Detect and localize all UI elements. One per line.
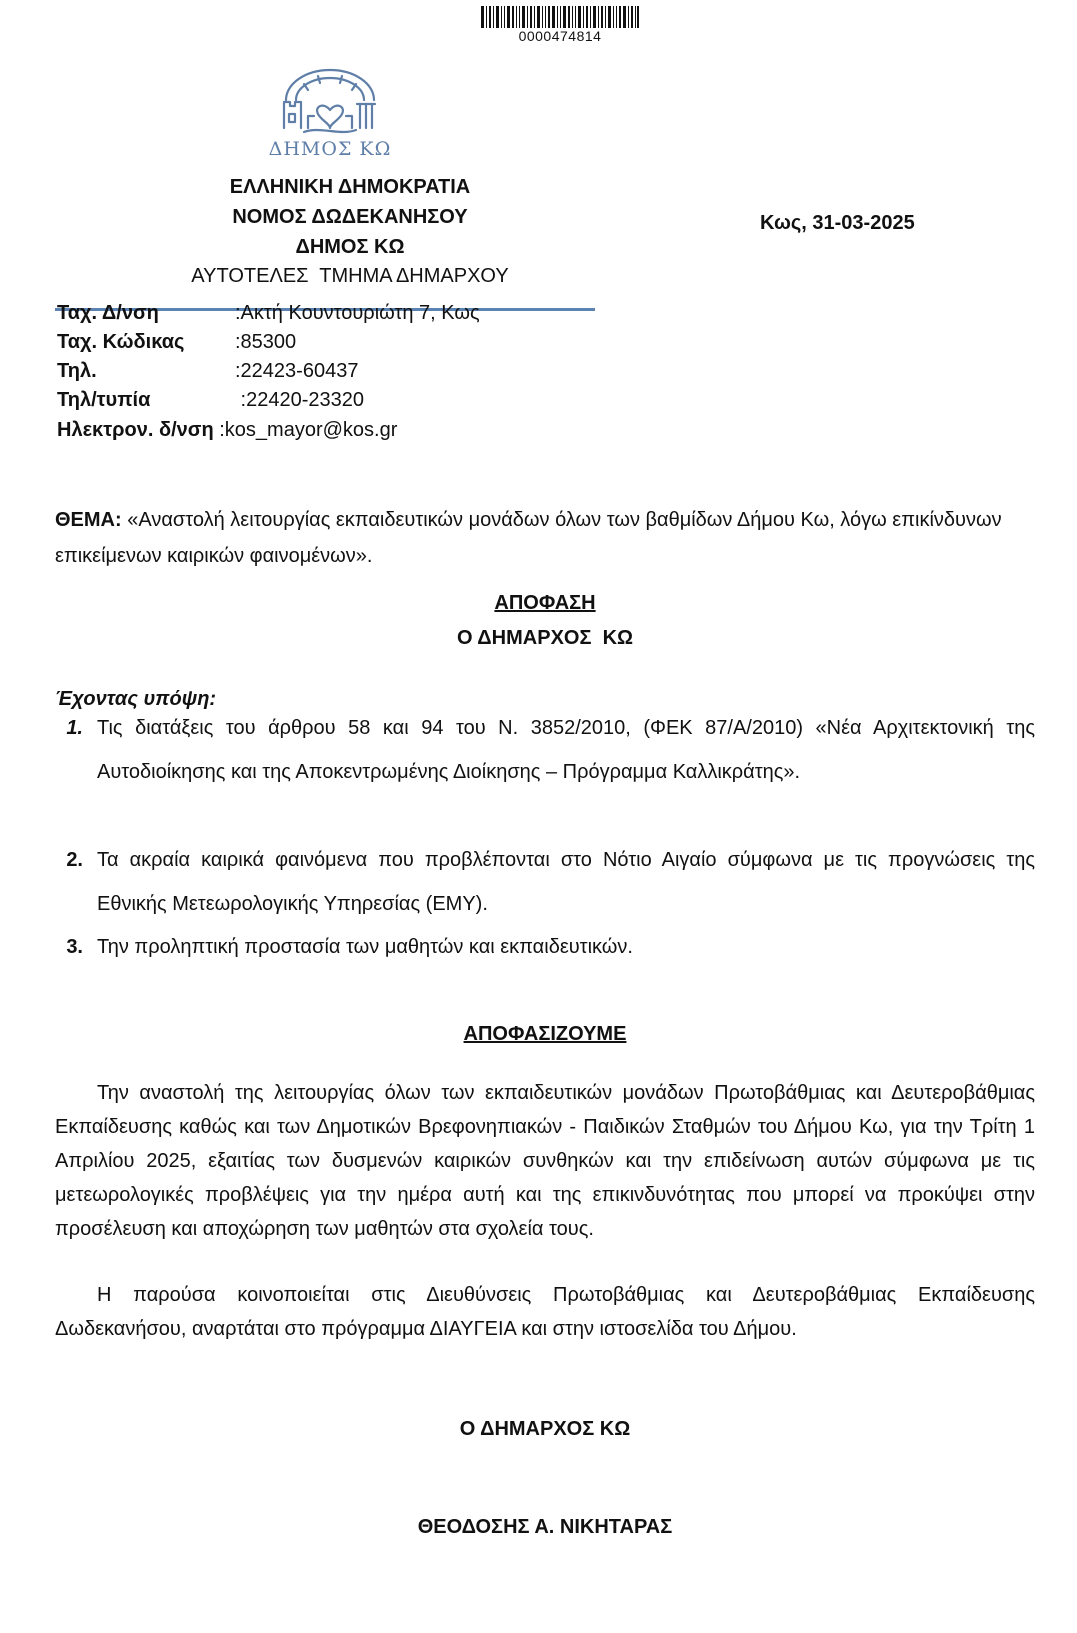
list-item-number: 3.	[66, 936, 83, 958]
contact-label: Ταχ. Δ/νση	[57, 302, 159, 324]
contact-postcode	[57, 327, 296, 357]
decision-title-text: ΑΠΟΦΑΣΗ	[494, 592, 596, 614]
considering-heading: Έχοντας υπόψη:	[55, 688, 217, 710]
contact-phone	[57, 356, 358, 386]
municipality-logo-icon	[280, 66, 380, 138]
subject-text: «Αναστολή λειτουργίας εκπαιδευτικών μονάδων όλων των βαθμίδων Δήμου Κω, λόγω επικίνδυνων επικείμενων καιρικών φαινομένων».	[55, 509, 1002, 567]
contact-value: :22420-23320	[235, 389, 365, 411]
header-country: ΕΛΛΗΝΙΚΗ ΔΗΜΟΚΡΑΤΙΑ	[229, 176, 471, 198]
contact-label: Τηλ.	[57, 360, 97, 382]
resolution-paragraph-1: Την αναστολή της λειτουργίας όλων των εκπαιδευτικών μονάδων Πρωτοβάθμιας και Δευτεροβάθμιας Εκπαίδευσης καθώς και των Δημοτικών Βρεφονηπιακών - Παιδικών Σταθμών του Δήμου Κω, για την Τρίτη 1 Απριλίου 2025, εξαιτίας των δυσμενών καιρικών συνθηκών και την επιδείνωση αυτών σύμφωνα με τις μετεωρολογικές προβλέψεις για την ημέρα αυτή και της επικινδυνότητας που μπορεί να προκύψει στην προσέλευση και αποχώρηση των μαθητών στα σχολεία τους.	[55, 1082, 1035, 1240]
contact-address	[57, 298, 480, 328]
contact-value: :kos_mayor@kos.gr	[219, 419, 398, 441]
list-item	[55, 925, 1035, 969]
subject	[55, 502, 1035, 574]
list-item-text: Τα ακραία καιρικά φαινόμενα που προβλέπονται στο Νότιο Αιγαίο σύμφωνα με τις προγνώσεις της Εθνικής Μετεωρολογικής Υπηρεσίας (ΕΜΥ).	[97, 849, 1035, 915]
resolution-title-text: ΑΠΟΦΑΣΙΖΟΥΜΕ	[463, 1023, 627, 1045]
barcode	[481, 6, 639, 28]
signature-title: Ο ΔΗΜΑΡΧΟΣ ΚΩ	[459, 1418, 631, 1440]
contact-label: Ηλεκτρον. δ/νση	[57, 419, 214, 441]
decision-subtitle: Ο ΔΗΜΑΡΧΟΣ ΚΩ	[456, 627, 634, 649]
contact-label: Τηλ/τυπία	[57, 389, 151, 411]
decision-title	[55, 592, 1035, 615]
contact-fax	[57, 385, 364, 415]
contact-value: :Ακτή Κουντουριώτη 7, Κως	[235, 302, 480, 324]
subject-label: ΘΕΜΑ:	[55, 509, 122, 531]
header-prefecture: ΝΟΜΟΣ ΔΩΔΕΚΑΝΗΣΟΥ	[232, 206, 468, 228]
contact-value: :85300	[235, 331, 297, 353]
header-municipality: ΔΗΜΟΣ ΚΩ	[295, 236, 405, 258]
list-item-number: 2.	[66, 849, 83, 871]
list-item-text: Τις διατάξεις του άρθρου 58 και 94 του Ν. 3852/2010, (ΦΕΚ 87/Α/2010) «Νέα Αρχιτεκτονική της Αυτοδιοίκησης και της Αποκεντρωμένης Διοίκησης – Πρόγραμμα Καλλικράτης».	[97, 717, 1035, 783]
list-item	[55, 706, 1035, 794]
list-item-number: 1.	[66, 717, 83, 739]
document-date: Κως, 31-03-2025	[760, 212, 915, 234]
list-item-text: Την προληπτική προστασία των μαθητών και εκπαιδευτικών.	[97, 936, 633, 958]
resolution-title	[55, 1023, 1035, 1046]
signature-name: ΘΕΟΔΟΣΗΣ Α. ΝΙΚΗΤΑΡΑΣ	[417, 1516, 673, 1538]
barcode-number: 0000474814	[518, 28, 602, 44]
contact-value: :22423-60437	[235, 360, 359, 382]
logo-caption: ΔΗΜΟΣ ΚΩ	[268, 138, 392, 160]
contact-email	[57, 415, 397, 445]
contact-label: Ταχ. Κώδικας	[57, 331, 185, 353]
list-item	[55, 838, 1035, 926]
header-department: ΑΥΤΟΤΕΛΕΣ ΤΜΗΜΑ ΔΗΜΑΡΧΟΥ	[191, 265, 509, 287]
resolution-paragraph-2: Η παρούσα κοινοποιείται στις Διευθύνσεις Πρωτοβάθμιας και Δευτεροβάθμιας Εκπαίδευσης Δωδεκανήσου, αναρτάται στο πρόγραμμα ΔΙΑΥΓΕΙΑ και στην ιστοσελίδα του Δήμου.	[55, 1284, 1035, 1340]
